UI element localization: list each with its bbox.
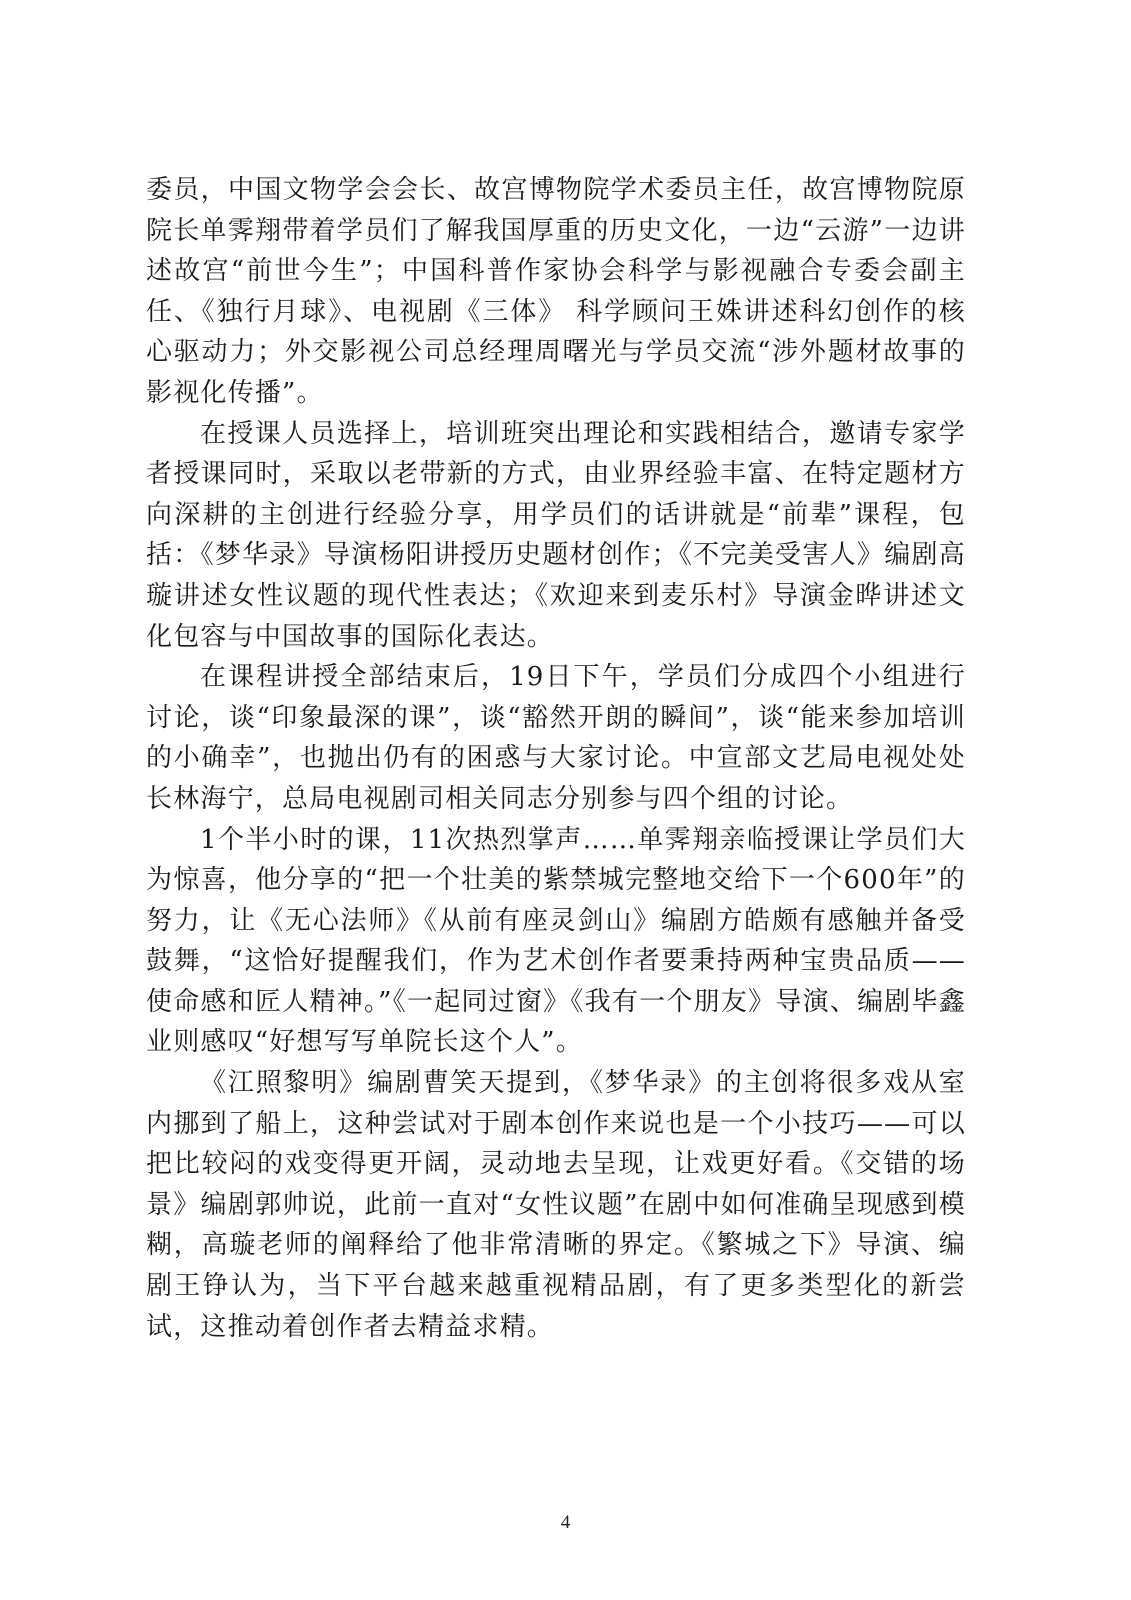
paragraph-feedback: 《江照黎明》编剧曹笑天提到，《梦华录》的主创将很多戏从室内挪到了船上，这种尝试对于剧本创作来说也是一个小技巧——可以把比较闷的戏变得更开阔，灵动地去呈现，让戏更好看。《交错的场景》编剧郭帅说，此前一直对“女性议题”在剧中如何准确呈现感到模糊，高璇老师的阐释给了他非常清晰的界定。《繁城之下》导演、编剧王铮认为，当下平台越来越重视精品剧，有了更多类型化的新尝试，这推动着创作者去精益求精。 [146, 1068, 966, 1342]
paragraph-applause: 1个半小时的课，11次热烈掌声……单霁翔亲临授课让学员们大为惊喜，他分享的“把一个壮美的紫禁城完整地交给下一个600年”的努力，让《无心法师》《从前有座灵剑山》编剧方皓颇有感触并备受鼓舞，“这恰好提醒我们，作为艺术创作者要秉持两种宝贵品质——使命感和匠人精神。”《一起同过窗》《我有一个朋友》导演、编剧毕鑫业则感叹“好想写写单院长这个人”。 [146, 824, 966, 1058]
page-number: 4 [560, 1512, 571, 1533]
body-text [146, 170, 966, 1347]
paragraph-instructors: 在授课人员选择上，培训班突出理论和实践相结合，邀请专家学者授课同时，采取以老带新的方式，由业界经验丰富、在特定题材方向深耕的主创进行经验分享，用学员们的话讲就是“前辈”课程，包括：《梦华录》导演杨阳讲授历史题材创作；《不完美受害人》编剧高璇讲述女性议题的现代性表达；《欢迎来到麦乐村》导演金晔讲述文化包容与中国故事的国际化表达。 [146, 418, 966, 652]
paragraph-discussion: 在课程讲授全部结束后，19日下午，学员们分成四个小组进行讨论，谈“印象最深的课”，谈“豁然开朗的瞬间”，谈“能来参加培训的小确幸”，也抛出仍有的困惑与大家讨论。中宣部文艺局电视处处长林海宁，总局电视剧司相关同志分别参与四个组的讨论。 [146, 662, 966, 814]
paragraph-continued: 委员，中国文物学会会长、故宫博物院学术委员主任，故宫博物院原院长单霁翔带着学员们了解我国厚重的历史文化，一边“云游”一边讲述故宫“前世今生”；中国科普作家协会科学与影视融合专委会副主任、《独行月球》、电视剧《三体》 科学顾问王姝讲述科幻创作的核心驱动力；外交影视公司总经理周曙光与学员交流“涉外题材故事的影视化传播”。 [146, 175, 966, 408]
